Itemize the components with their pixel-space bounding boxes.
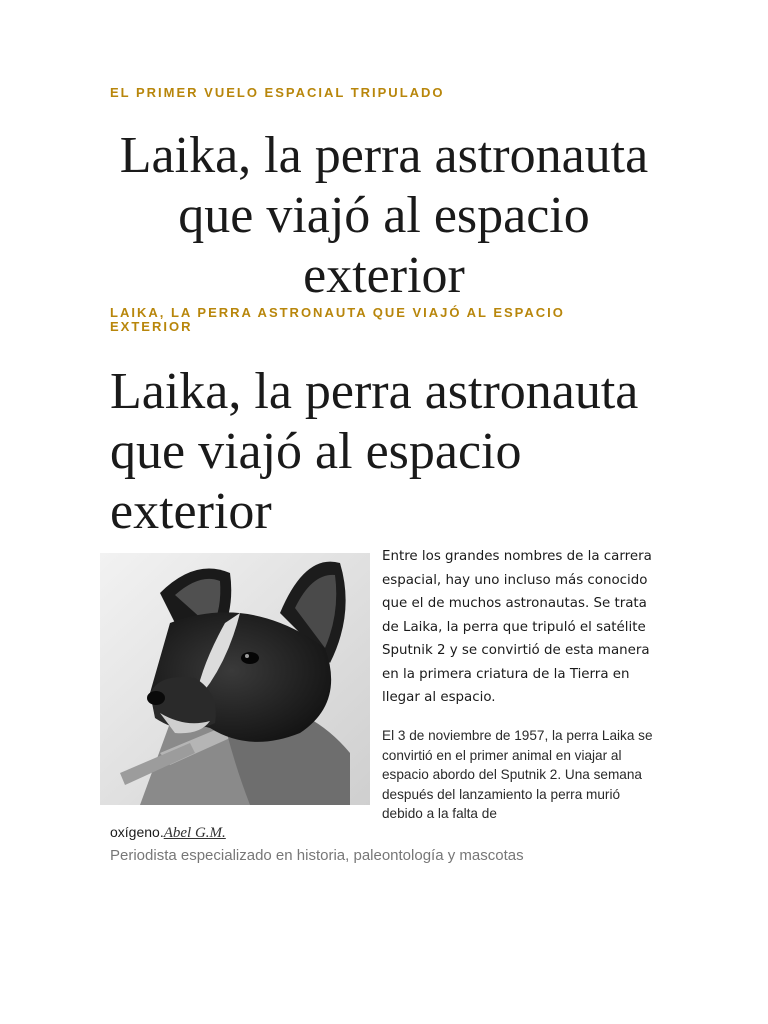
article-paragraph-2: El 3 de noviembre de 1957, la perra Laika se convirtió en el primer animal en viajar al espacio abordo del Sputnik 2. Una semana después del lanzamiento la perra murió debido a la falta de	[382, 728, 653, 822]
laika-photo	[100, 553, 370, 805]
article-title-centered: Laika, la perra astronauta que viajó al espacio exterior	[119, 127, 649, 304]
paragraph-2-end: oxígeno.	[110, 824, 164, 840]
article-title: Laika, la perra astronauta que viajó al espacio exterior	[110, 363, 639, 540]
author-link[interactable]: Abel G.M.	[163, 825, 226, 841]
article-kicker-secondary: LAIKA, LA PERRA ASTRONAUTA QUE VIAJÓ AL ESPACIO EXTERIOR	[110, 305, 565, 334]
article-kicker: EL PRIMER VUELO ESPACIAL TRIPULADO	[110, 85, 445, 100]
article-paragraph-1: Entre los grandes nombres de la carrera espacial, hay uno incluso más conocido que el de muchos astronautas. Se trata de Laika, la perra que tripuló el satélite Sputnik 2 y se convirtió de esta manera en la primera criatura de la Tierra en llegar al espacio.	[382, 549, 652, 705]
byline	[110, 822, 226, 843]
author-role: Periodista especializado en historia, paleontología y mascotas	[110, 847, 524, 864]
